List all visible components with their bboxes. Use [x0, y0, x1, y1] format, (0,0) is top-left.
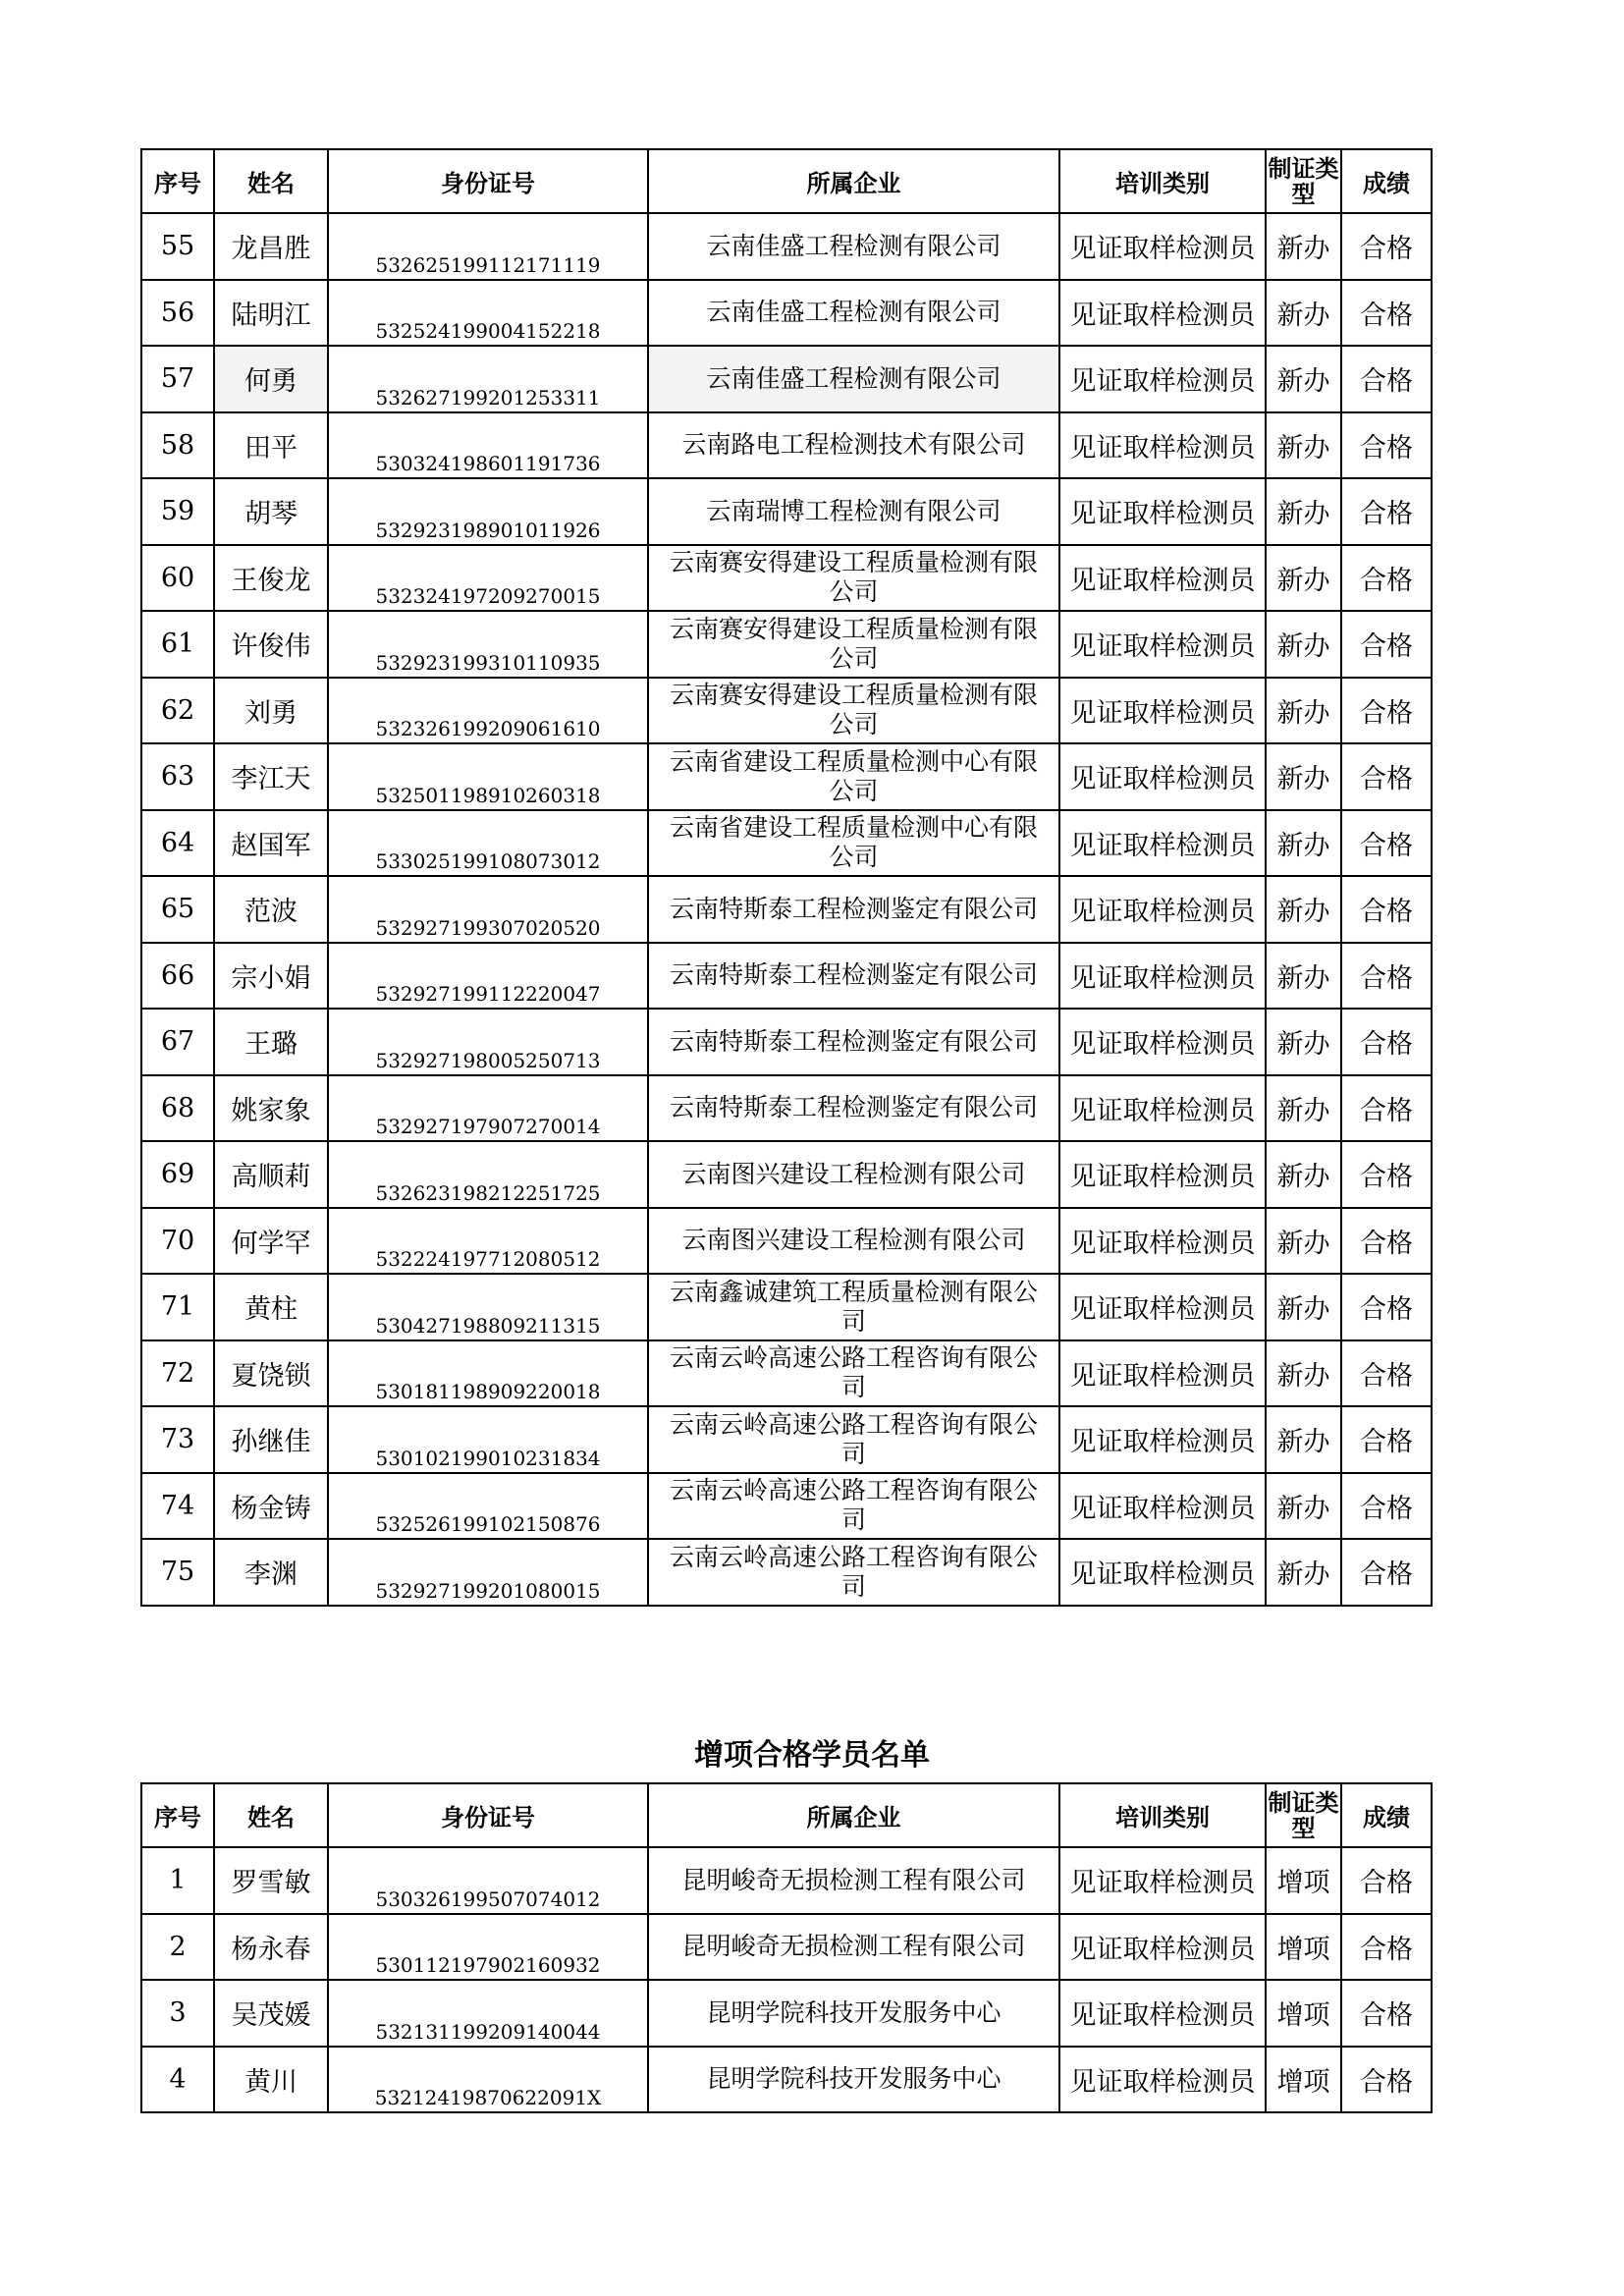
cert-type: 新办 [1266, 1539, 1341, 1606]
company-name: 昆明学院科技开发服务中心 [648, 2047, 1059, 2113]
result: 合格 [1341, 1406, 1432, 1473]
company-name: 云南佳盛工程检测有限公司 [648, 280, 1059, 347]
training-category: 见证取样检测员 [1059, 1980, 1266, 2047]
cert-type: 新办 [1266, 1208, 1341, 1275]
result: 合格 [1341, 1009, 1432, 1075]
cert-type: 增项 [1266, 1914, 1341, 1981]
table-row [141, 1141, 1432, 1208]
qualified-trainees-table [140, 148, 1433, 1607]
cert-type: 增项 [1266, 2047, 1341, 2113]
table-row [141, 1075, 1432, 1142]
trainee-name: 杨金铸 [214, 1473, 328, 1540]
trainee-name: 姚家象 [214, 1075, 328, 1142]
header-company: 所属企业 [648, 149, 1059, 213]
row-number: 66 [141, 943, 214, 1010]
id-number: 530427198809211315 [328, 1274, 648, 1340]
company-name: 云南瑞博工程检测有限公司 [648, 478, 1059, 545]
trainee-name: 何学罕 [214, 1208, 328, 1275]
result: 合格 [1341, 943, 1432, 1010]
trainee-name: 赵国军 [214, 810, 328, 877]
header-category: 培训类别 [1059, 149, 1266, 213]
cert-type: 新办 [1266, 876, 1341, 943]
trainee-name: 李江天 [214, 743, 328, 810]
row-number: 62 [141, 678, 214, 744]
table-header-row [141, 149, 1432, 213]
row-number: 55 [141, 213, 214, 280]
id-number: 532524199004152218 [328, 280, 648, 347]
id-number: 530181198909220018 [328, 1340, 648, 1407]
company-name: 云南图兴建设工程检测有限公司 [648, 1141, 1059, 1208]
id-number: 532623198212251725 [328, 1141, 648, 1208]
training-category: 见证取样检测员 [1059, 1847, 1266, 1914]
company-name: 昆明学院科技开发服务中心 [648, 1980, 1059, 2047]
cert-type: 新办 [1266, 478, 1341, 545]
table-row [141, 1914, 1432, 1981]
table-row [141, 412, 1432, 479]
section-title: 增项合格学员名单 [694, 1738, 930, 1773]
cert-type: 新办 [1266, 346, 1341, 412]
row-number: 69 [141, 1141, 214, 1208]
company-name: 云南省建设工程质量检测中心有限公司 [648, 743, 1059, 810]
id-number: 530326199507074012 [328, 1847, 648, 1914]
result: 合格 [1341, 1473, 1432, 1540]
cert-type: 新办 [1266, 545, 1341, 612]
company-name: 云南佳盛工程检测有限公司 [648, 346, 1059, 412]
company-name: 云南云岭高速公路工程咨询有限公司 [648, 1473, 1059, 1540]
company-name: 云南省建设工程质量检测中心有限公司 [648, 810, 1059, 877]
result: 合格 [1341, 2047, 1432, 2113]
result: 合格 [1341, 876, 1432, 943]
result: 合格 [1341, 1847, 1432, 1914]
training-category: 见证取样检测员 [1059, 1075, 1266, 1142]
id-number: 532625199112171119 [328, 213, 648, 280]
table-row [141, 280, 1432, 347]
id-number: 530102199010231834 [328, 1406, 648, 1473]
cert-type: 新办 [1266, 611, 1341, 678]
row-number: 2 [141, 1914, 214, 1981]
table-row [141, 1473, 1432, 1540]
table-row [141, 1009, 1432, 1075]
result: 合格 [1341, 1274, 1432, 1340]
result: 合格 [1341, 1340, 1432, 1407]
cert-type: 新办 [1266, 943, 1341, 1010]
id-number: 53212419870622091X [328, 2047, 648, 2113]
training-category: 见证取样检测员 [1059, 1340, 1266, 1407]
trainee-name: 吴茂媛 [214, 1980, 328, 2047]
row-number: 3 [141, 1980, 214, 2047]
company-name: 云南赛安得建设工程质量检测有限公司 [648, 678, 1059, 744]
header-id: 身份证号 [328, 1783, 648, 1847]
id-number: 532923198901011926 [328, 478, 648, 545]
table-row [141, 943, 1432, 1010]
company-name: 云南图兴建设工程检测有限公司 [648, 1208, 1059, 1275]
training-category: 见证取样检测员 [1059, 1914, 1266, 1981]
training-category: 见证取样检测员 [1059, 2047, 1266, 2113]
trainee-name: 黄柱 [214, 1274, 328, 1340]
trainee-name: 陆明江 [214, 280, 328, 347]
cert-type: 新办 [1266, 1340, 1341, 1407]
training-category: 见证取样检测员 [1059, 412, 1266, 479]
row-number: 1 [141, 1847, 214, 1914]
id-number: 532927199307020520 [328, 876, 648, 943]
id-number: 532927198005250713 [328, 1009, 648, 1075]
cert-type: 新办 [1266, 1406, 1341, 1473]
trainee-name: 龙昌胜 [214, 213, 328, 280]
company-name: 云南特斯泰工程检测鉴定有限公司 [648, 1009, 1059, 1075]
company-name: 云南特斯泰工程检测鉴定有限公司 [648, 1075, 1059, 1142]
row-number: 71 [141, 1274, 214, 1340]
training-category: 见证取样检测员 [1059, 943, 1266, 1010]
table-row [141, 213, 1432, 280]
table-row [141, 1274, 1432, 1340]
result: 合格 [1341, 478, 1432, 545]
result: 合格 [1341, 1914, 1432, 1981]
training-category: 见证取样检测员 [1059, 1539, 1266, 1606]
table-row [141, 2047, 1432, 2113]
trainee-name: 范波 [214, 876, 328, 943]
cert-type: 增项 [1266, 1847, 1341, 1914]
table-row [141, 1208, 1432, 1275]
trainee-name: 何勇 [214, 346, 328, 412]
training-category: 见证取样检测员 [1059, 1406, 1266, 1473]
result: 合格 [1341, 810, 1432, 877]
table-row [141, 876, 1432, 943]
row-number: 4 [141, 2047, 214, 2113]
row-number: 63 [141, 743, 214, 810]
id-number: 530112197902160932 [328, 1914, 648, 1981]
id-number: 532326199209061610 [328, 678, 648, 744]
company-name: 云南赛安得建设工程质量检测有限公司 [648, 611, 1059, 678]
id-number: 532927199201080015 [328, 1539, 648, 1606]
trainee-name: 胡琴 [214, 478, 328, 545]
row-number: 73 [141, 1406, 214, 1473]
row-number: 58 [141, 412, 214, 479]
trainee-name: 黄川 [214, 2047, 328, 2113]
training-category: 见证取样检测员 [1059, 545, 1266, 612]
row-number: 65 [141, 876, 214, 943]
result: 合格 [1341, 1075, 1432, 1142]
cert-type: 新办 [1266, 280, 1341, 347]
header-no: 序号 [141, 149, 214, 213]
table-row [141, 478, 1432, 545]
trainee-name: 李渊 [214, 1539, 328, 1606]
row-number: 57 [141, 346, 214, 412]
table-row [141, 545, 1432, 612]
result: 合格 [1341, 412, 1432, 479]
cert-type: 新办 [1266, 1009, 1341, 1075]
training-category: 见证取样检测员 [1059, 678, 1266, 744]
row-number: 64 [141, 810, 214, 877]
cert-type: 新办 [1266, 743, 1341, 810]
table-row [141, 1406, 1432, 1473]
id-number: 532927197907270014 [328, 1075, 648, 1142]
header-result: 成绩 [1341, 1783, 1432, 1847]
result: 合格 [1341, 1141, 1432, 1208]
cert-type: 新办 [1266, 412, 1341, 479]
training-category: 见证取样检测员 [1059, 1009, 1266, 1075]
training-category: 见证取样检测员 [1059, 810, 1266, 877]
trainee-name: 罗雪敏 [214, 1847, 328, 1914]
id-number: 532927199112220047 [328, 943, 648, 1010]
table-row [141, 810, 1432, 877]
trainee-name: 王璐 [214, 1009, 328, 1075]
result: 合格 [1341, 1980, 1432, 2047]
training-category: 见证取样检测员 [1059, 611, 1266, 678]
row-number: 60 [141, 545, 214, 612]
cert-type: 新办 [1266, 1075, 1341, 1142]
row-number: 74 [141, 1473, 214, 1540]
table-row [141, 743, 1432, 810]
header-cert-type: 制证类型 [1266, 1783, 1341, 1847]
id-number: 532324197209270015 [328, 545, 648, 612]
header-cert-type: 制证类型 [1266, 149, 1341, 213]
id-number: 532224197712080512 [328, 1208, 648, 1275]
header-result: 成绩 [1341, 149, 1432, 213]
trainee-name: 杨永春 [214, 1914, 328, 1981]
company-name: 云南鑫诚建筑工程质量检测有限公司 [648, 1274, 1059, 1340]
table-row [141, 1847, 1432, 1914]
id-number: 532923199310110935 [328, 611, 648, 678]
table-row [141, 1340, 1432, 1407]
training-category: 见证取样检测员 [1059, 1141, 1266, 1208]
header-name: 姓名 [214, 1783, 328, 1847]
result: 合格 [1341, 743, 1432, 810]
training-category: 见证取样检测员 [1059, 1473, 1266, 1540]
cert-type: 新办 [1266, 1274, 1341, 1340]
result: 合格 [1341, 346, 1432, 412]
table-row [141, 678, 1432, 744]
table-header-row [141, 1783, 1432, 1847]
company-name: 云南路电工程检测技术有限公司 [648, 412, 1059, 479]
row-number: 59 [141, 478, 214, 545]
result: 合格 [1341, 678, 1432, 744]
id-number: 532627199201253311 [328, 346, 648, 412]
row-number: 75 [141, 1539, 214, 1606]
row-number: 68 [141, 1075, 214, 1142]
company-name: 云南佳盛工程检测有限公司 [648, 213, 1059, 280]
table-row [141, 1980, 1432, 2047]
company-name: 云南云岭高速公路工程咨询有限公司 [648, 1539, 1059, 1606]
trainee-name: 夏饶锁 [214, 1340, 328, 1407]
id-number: 532501198910260318 [328, 743, 648, 810]
company-name: 云南特斯泰工程检测鉴定有限公司 [648, 943, 1059, 1010]
header-company: 所属企业 [648, 1783, 1059, 1847]
trainee-name: 田平 [214, 412, 328, 479]
row-number: 72 [141, 1340, 214, 1407]
training-category: 见证取样检测员 [1059, 346, 1266, 412]
trainee-name: 孙继佳 [214, 1406, 328, 1473]
added-items-table [140, 1782, 1433, 2113]
trainee-name: 许俊伟 [214, 611, 328, 678]
header-name: 姓名 [214, 149, 328, 213]
trainee-name: 高顺莉 [214, 1141, 328, 1208]
trainee-name: 宗小娟 [214, 943, 328, 1010]
header-category: 培训类别 [1059, 1783, 1266, 1847]
trainee-name: 刘勇 [214, 678, 328, 744]
id-number: 533025199108073012 [328, 810, 648, 877]
result: 合格 [1341, 1539, 1432, 1606]
cert-type: 新办 [1266, 1141, 1341, 1208]
training-category: 见证取样检测员 [1059, 213, 1266, 280]
table-row [141, 611, 1432, 678]
training-category: 见证取样检测员 [1059, 1274, 1266, 1340]
training-category: 见证取样检测员 [1059, 1208, 1266, 1275]
company-name: 昆明峻奇无损检测工程有限公司 [648, 1847, 1059, 1914]
training-category: 见证取样检测员 [1059, 478, 1266, 545]
company-name: 云南云岭高速公路工程咨询有限公司 [648, 1340, 1059, 1407]
result: 合格 [1341, 611, 1432, 678]
row-number: 56 [141, 280, 214, 347]
table-row [141, 1539, 1432, 1606]
row-number: 61 [141, 611, 214, 678]
row-number: 67 [141, 1009, 214, 1075]
result: 合格 [1341, 213, 1432, 280]
cert-type: 新办 [1266, 213, 1341, 280]
company-name: 云南赛安得建设工程质量检测有限公司 [648, 545, 1059, 612]
cert-type: 新办 [1266, 678, 1341, 744]
header-id: 身份证号 [328, 149, 648, 213]
result: 合格 [1341, 1208, 1432, 1275]
cert-type: 新办 [1266, 1473, 1341, 1540]
row-number: 70 [141, 1208, 214, 1275]
header-no: 序号 [141, 1783, 214, 1847]
company-name: 云南特斯泰工程检测鉴定有限公司 [648, 876, 1059, 943]
id-number: 530324198601191736 [328, 412, 648, 479]
table-row [141, 346, 1432, 412]
id-number: 532526199102150876 [328, 1473, 648, 1540]
training-category: 见证取样检测员 [1059, 743, 1266, 810]
company-name: 昆明峻奇无损检测工程有限公司 [648, 1914, 1059, 1981]
training-category: 见证取样检测员 [1059, 280, 1266, 347]
training-category: 见证取样检测员 [1059, 876, 1266, 943]
trainee-name: 王俊龙 [214, 545, 328, 612]
id-number: 532131199209140044 [328, 1980, 648, 2047]
result: 合格 [1341, 280, 1432, 347]
cert-type: 增项 [1266, 1980, 1341, 2047]
cert-type: 新办 [1266, 810, 1341, 877]
result: 合格 [1341, 545, 1432, 612]
company-name: 云南云岭高速公路工程咨询有限公司 [648, 1406, 1059, 1473]
